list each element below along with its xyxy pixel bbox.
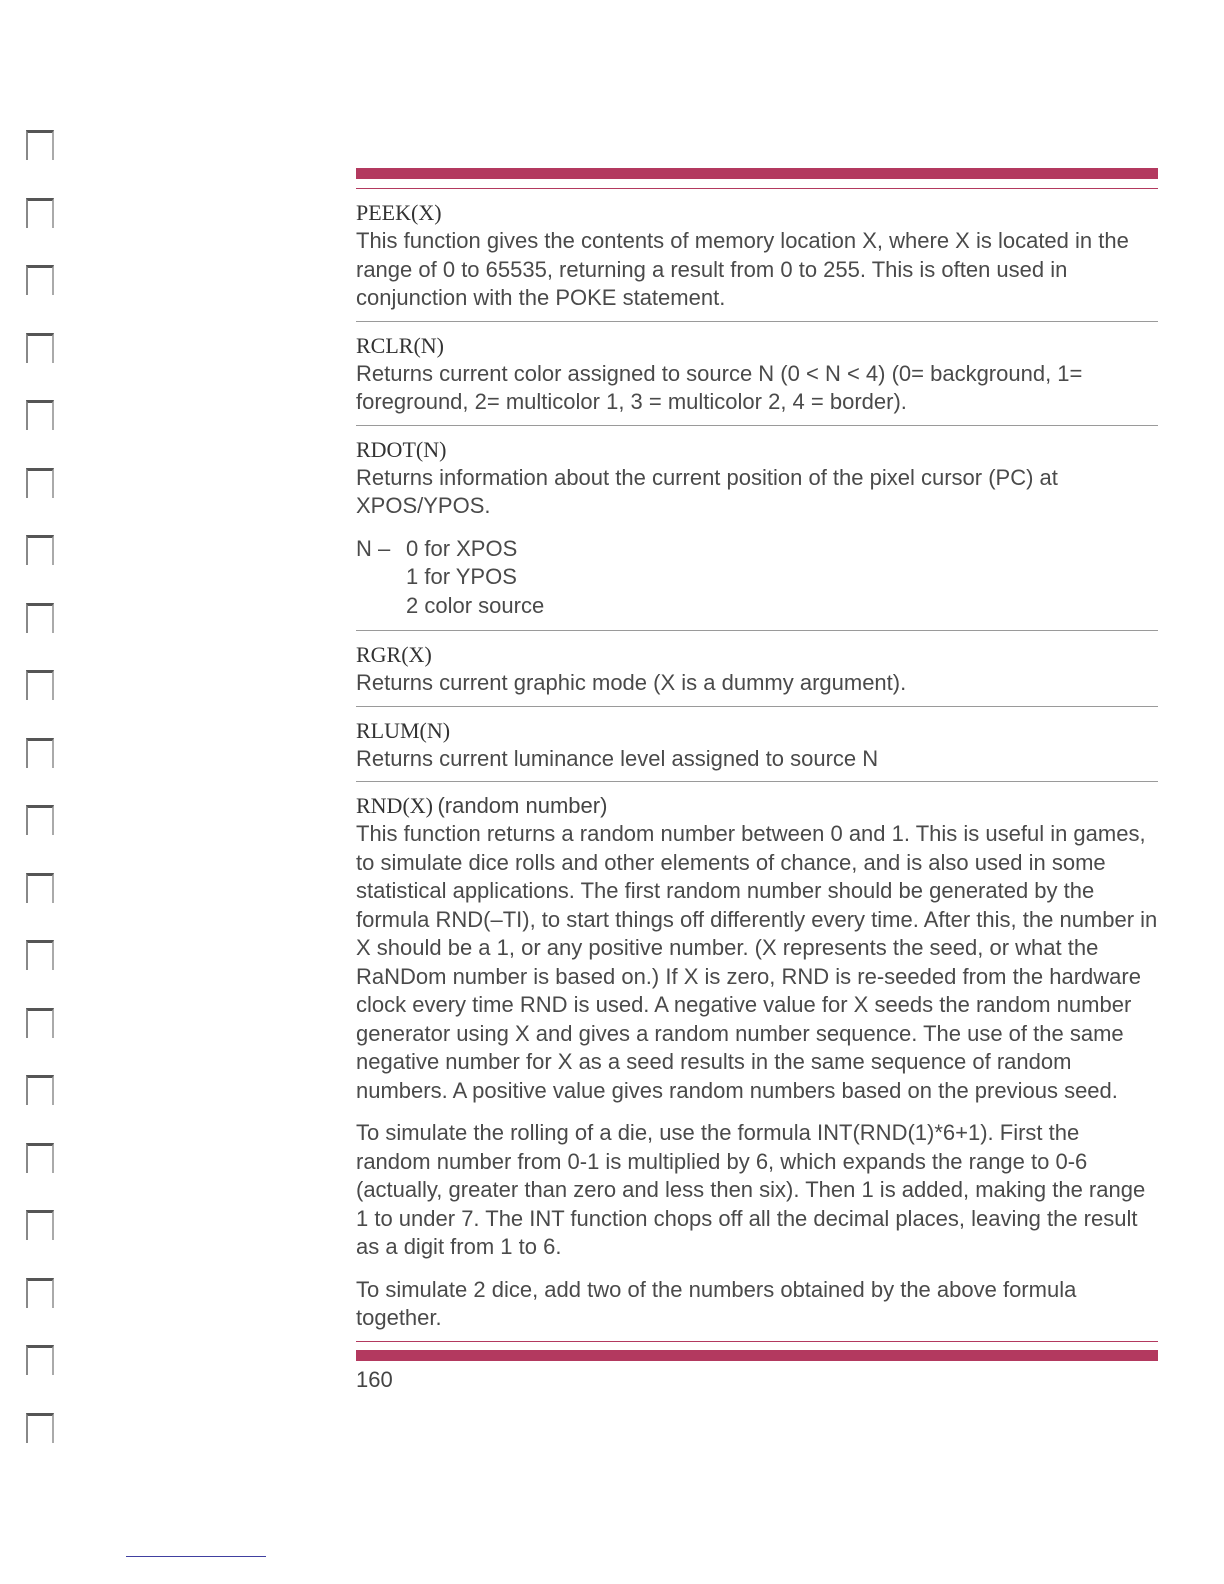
table-row: [356, 592, 1158, 621]
keyword-note: (random number): [437, 793, 608, 818]
keyword-rgr: RGR(X): [356, 642, 432, 667]
table-text: 0 for XPOS: [406, 535, 518, 561]
keyword-rdot: RDOT(N): [356, 436, 447, 462]
footer-line: [126, 1556, 266, 1557]
binding-ring: [26, 738, 54, 768]
keyword-line: [356, 792, 1158, 820]
binding-ring: [26, 468, 54, 498]
keyword-peek: PEEK(X): [356, 200, 442, 225]
description: To simulate 2 dice, add two of the numbers obtained by the above formula together.: [356, 1276, 1077, 1330]
rdot-values-table: [356, 535, 1158, 621]
description: To simulate the rolling of a die, use the formula INT(RND(1)*6+1). First the random number from 0-1 is multiplied by 6, which expands the range to 0-6 (actually, greater than zero and less then six). Then 1 is added, making the range 1 to under 7. The INT function chops off all the decimal places, leaving the result as a digit from 1 to 6.: [356, 1120, 1146, 1259]
description: Returns information about the current position of the pixel cursor (PC) at XPOS/YPOS.: [356, 464, 1058, 518]
binding-ring: [26, 873, 54, 903]
table-row: [356, 563, 1158, 592]
description: Returns current color assigned to source N (0 < N < 4) (0= background, 1= foreground, 2= multicolor 1, 3 = multicolor 2, 4 = border).: [356, 360, 1083, 414]
binding-ring: [26, 400, 54, 430]
page-content: [356, 168, 1158, 1393]
bottom-accent-rule: [356, 1341, 1158, 1342]
description: Returns current luminance level assigned to source N: [356, 745, 879, 771]
binding-ring: [26, 1008, 54, 1038]
entry-rclr: [356, 322, 1158, 426]
binding-ring: [26, 940, 54, 970]
binding-ring: [26, 1075, 54, 1105]
binding-ring: [26, 1143, 54, 1173]
binding-ring: [26, 1413, 54, 1443]
table-lead: [356, 563, 406, 592]
entry-rlum: [356, 707, 1158, 783]
binding-ring: [26, 265, 54, 295]
table-lead: [356, 592, 406, 621]
binding-ring: [26, 333, 54, 363]
binding-ring: [26, 130, 54, 160]
spiral-binding: [26, 130, 60, 1460]
binding-ring: [26, 198, 54, 228]
description: Returns current graphic mode (X is a dummy argument).: [356, 670, 907, 695]
binding-ring: [26, 1210, 54, 1240]
page-number: 160: [356, 1366, 393, 1392]
table-lead: N –: [356, 535, 391, 561]
binding-ring: [26, 805, 54, 835]
entry-rdot: [356, 426, 1158, 632]
description: This function returns a random number between 0 and 1. This is useful in games, to simulate dice rolls and other elements of chance, and is also used in some statistical applications. The first random number should be generated by the formula RND(–TI), to start things off differently every time. After this, the number in X should be a 1, or any positive number. (X represents the seed, or what the RaNDom number is based on.) If X is zero, RND is re-seeded from the hardware clock every time RND is used. A negative value for X seeds the random number generator using X and gives a random number sequence. The use of the same negative number for X as a seed results in the same sequence of random numbers. A positive value gives random numbers based on the previous seed.: [356, 821, 1158, 1103]
table-text: 2 color source: [406, 592, 545, 618]
binding-ring: [26, 1345, 54, 1375]
description: This function gives the contents of memory location X, where X is located in the range of 0 to 65535, returning a result from 0 to 255. This is often used in conjunction with the POKE statement.: [356, 228, 1129, 310]
binding-ring: [26, 603, 54, 633]
keyword-rlum: RLUM(N): [356, 717, 451, 743]
binding-ring: [26, 1278, 54, 1308]
bottom-accent-bar: [356, 1350, 1158, 1361]
binding-ring: [26, 670, 54, 700]
entry-rgr: [356, 631, 1158, 707]
keyword-rnd: RND(X): [356, 793, 433, 818]
top-accent-bar: [356, 168, 1158, 179]
keyword-rclr: RCLR(N): [356, 332, 444, 358]
binding-ring: [26, 535, 54, 565]
table-text: 1 for YPOS: [406, 564, 517, 589]
entry-peek: [356, 189, 1158, 322]
entry-rnd: [356, 782, 1158, 1341]
table-row: [356, 535, 1158, 564]
